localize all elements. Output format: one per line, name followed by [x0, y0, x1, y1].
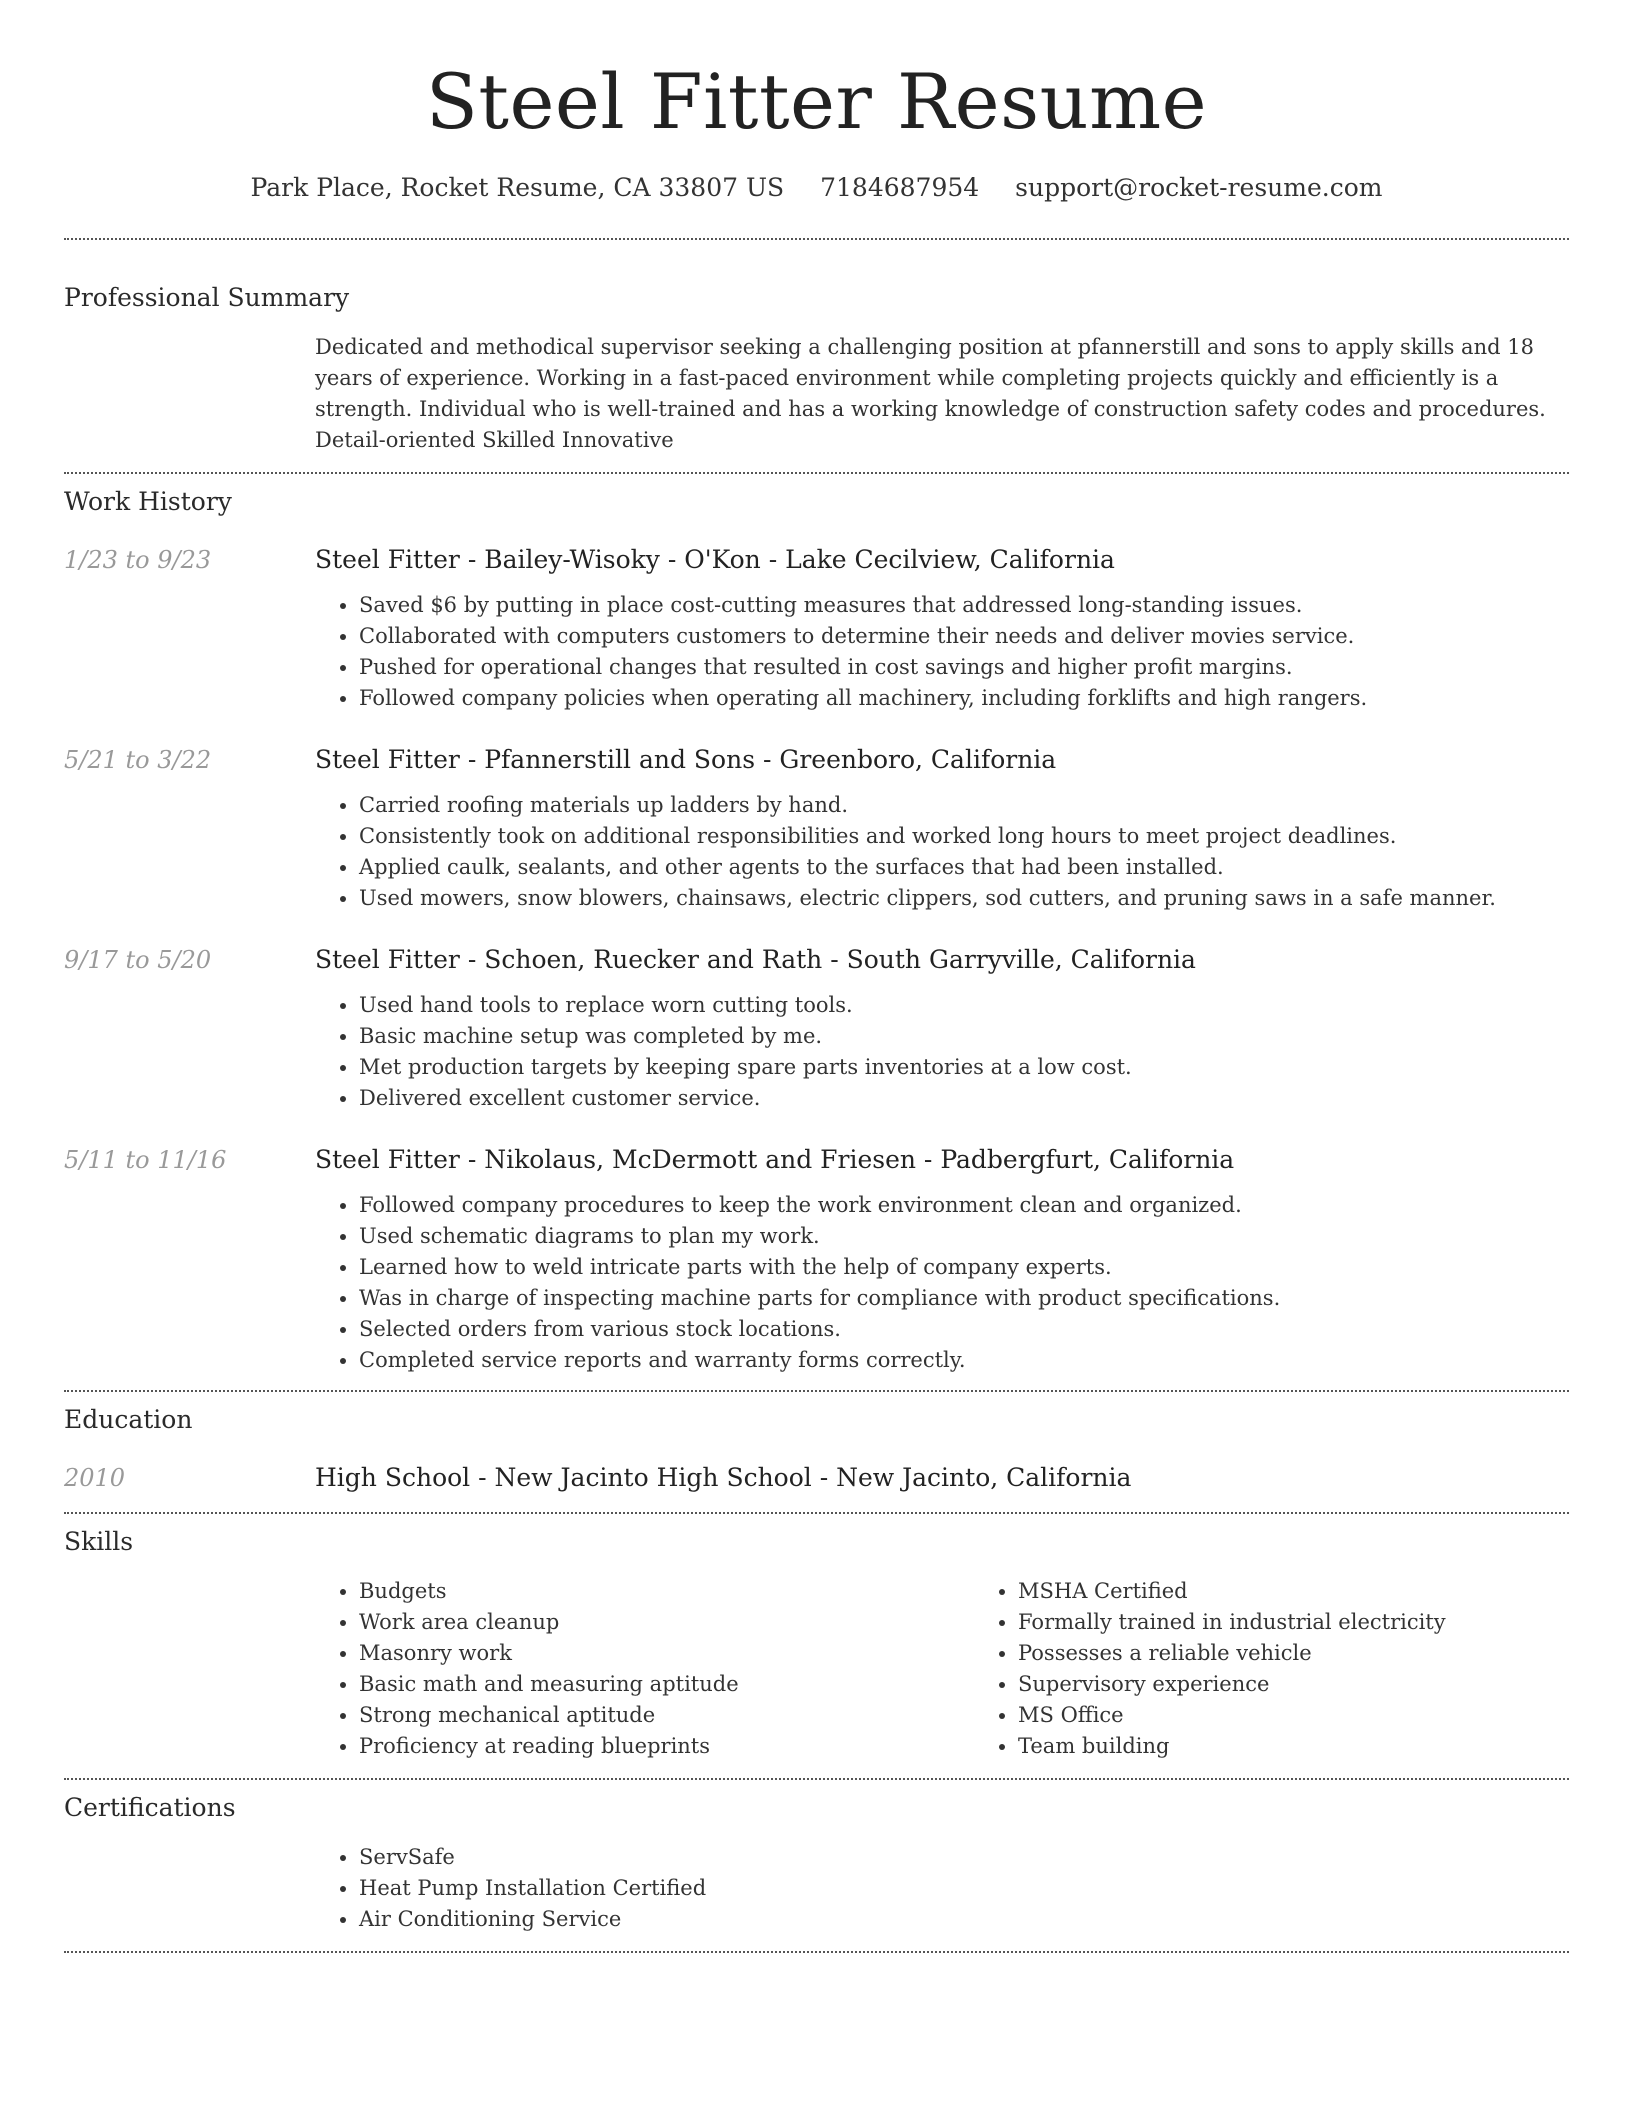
certifications-list	[315, 1842, 1569, 1935]
skills-list-right	[974, 1576, 1632, 1762]
skill-item: • MS Office	[1018, 1700, 1632, 1731]
skills-section	[64, 1524, 1569, 1762]
job-bullets	[315, 590, 1569, 714]
job-dates: 1/23 to 9/23	[64, 546, 212, 574]
skill-item: • Masonry work	[359, 1638, 974, 1669]
job-title: Steel Fitter - Pfannerstill and Sons - Greenboro, California	[315, 745, 1057, 774]
skill-item: • MSHA Certified	[1018, 1576, 1632, 1607]
skills-heading: Skills	[64, 1527, 134, 1556]
job-title: Steel Fitter - Schoen, Ruecker and Rath - South Garryville, California	[315, 945, 1196, 974]
job-title: Steel Fitter - Bailey-Wisoky - O'Kon - Lake Cecilview, California	[315, 545, 1115, 574]
job-bullet: • Saved $6 by putting in place cost-cutting measures that addressed long-standing issues.	[359, 590, 1569, 621]
certification-item: • ServSafe	[359, 1842, 1569, 1873]
job-bullet: • Met production targets by keeping spare parts inventories at a low cost.	[359, 1052, 1569, 1083]
contact-line	[64, 168, 1569, 208]
job-title: Steel Fitter - Nikolaus, McDermott and Friesen - Padbergfurt, California	[315, 1145, 1235, 1174]
job-bullet: • Followed company policies when operating all machinery, including forklifts and high rangers.	[359, 683, 1569, 714]
certifications-section	[64, 1790, 1569, 1935]
divider	[64, 1951, 1569, 1953]
job-entry	[64, 742, 1569, 914]
divider	[64, 1778, 1569, 1780]
skill-item: • Formally trained in industrial electricity	[1018, 1607, 1632, 1638]
job-bullet: • Consistently took on additional responsibilities and worked long hours to meet project deadlines.	[359, 821, 1569, 852]
job-bullet: • Selected orders from various stock locations.	[359, 1314, 1569, 1345]
summary-text: Dedicated and methodical supervisor seeking a challenging position at pfannerstill and sons to apply skills and 18 years of experience. Working in a fast-paced environment while completing projects quickly and efficiently is a strength. Individual who is well-trained and has a working knowledge of construction safety codes and procedures. Detail-oriented Skilled Innovative	[315, 335, 1546, 452]
certifications-heading: Certifications	[64, 1793, 236, 1822]
skill-item: • Budgets	[359, 1576, 974, 1607]
job-bullet: • Followed company procedures to keep the work environment clean and organized.	[359, 1190, 1569, 1221]
education-section	[64, 1402, 1569, 1496]
skill-item: • Possesses a reliable vehicle	[1018, 1638, 1632, 1669]
job-bullets	[315, 790, 1569, 914]
job-dates: 5/21 to 3/22	[64, 746, 212, 774]
summary-section	[64, 280, 1569, 456]
job-bullet: • Used schematic diagrams to plan my work.	[359, 1221, 1569, 1252]
skill-item: • Team building	[1018, 1731, 1632, 1762]
divider	[64, 1390, 1569, 1392]
certification-item: • Heat Pump Installation Certified	[359, 1873, 1569, 1904]
contact-phone: 7184687954	[820, 173, 980, 202]
job-dates: 9/17 to 5/20	[64, 946, 212, 974]
job-bullet: • Basic machine setup was completed by me.	[359, 1021, 1569, 1052]
job-bullet: • Delivered excellent customer service.	[359, 1083, 1569, 1114]
divider	[64, 1512, 1569, 1514]
resume-title: Steel Fitter Resume	[425, 57, 1208, 146]
divider	[64, 472, 1569, 474]
education-heading: Education	[64, 1405, 193, 1434]
job-entry	[64, 942, 1569, 1114]
job-bullet: • Pushed for operational changes that resulted in cost savings and higher profit margins.	[359, 652, 1569, 683]
education-entry: High School - New Jacinto High School - New Jacinto, California	[315, 1463, 1132, 1492]
work-history-heading: Work History	[64, 487, 232, 516]
divider	[64, 238, 1569, 240]
skill-item: • Supervisory experience	[1018, 1669, 1632, 1700]
job-entry	[64, 1142, 1569, 1376]
job-bullet: • Used mowers, snow blowers, chainsaws, electric clippers, sod cutters, and pruning saws in a safe manner.	[359, 883, 1569, 914]
certification-item: • Air Conditioning Service	[359, 1904, 1569, 1935]
job-bullet: • Learned how to weld intricate parts with the help of company experts.	[359, 1252, 1569, 1283]
summary-heading: Professional Summary	[64, 283, 350, 312]
contact-address: Park Place, Rocket Resume, CA 33807 US	[250, 173, 785, 202]
job-entry	[64, 542, 1569, 714]
resume-page	[64, 0, 1569, 1953]
job-bullet: • Applied caulk, sealants, and other agents to the surfaces that had been installed.	[359, 852, 1569, 883]
job-bullet: • Carried roofing materials up ladders by hand.	[359, 790, 1569, 821]
education-year: 2010	[64, 1464, 126, 1492]
skill-item: • Basic math and measuring aptitude	[359, 1669, 974, 1700]
skill-item: • Proficiency at reading blueprints	[359, 1731, 974, 1762]
skill-item: • Work area cleanup	[359, 1607, 974, 1638]
job-bullets	[315, 990, 1569, 1114]
job-bullet: • Completed service reports and warranty forms correctly.	[359, 1345, 1569, 1376]
work-history-section	[64, 484, 1569, 1376]
job-bullets	[315, 1190, 1569, 1376]
job-bullet: • Used hand tools to replace worn cutting tools.	[359, 990, 1569, 1021]
job-bullet: • Was in charge of inspecting machine parts for compliance with product specifications.	[359, 1283, 1569, 1314]
job-dates: 5/11 to 11/16	[64, 1146, 227, 1174]
job-bullet: • Collaborated with computers customers to determine their needs and deliver movies service.	[359, 621, 1569, 652]
skills-list-left	[315, 1576, 974, 1762]
skill-item: • Strong mechanical aptitude	[359, 1700, 974, 1731]
contact-email: support@rocket-resume.com	[1015, 173, 1383, 202]
